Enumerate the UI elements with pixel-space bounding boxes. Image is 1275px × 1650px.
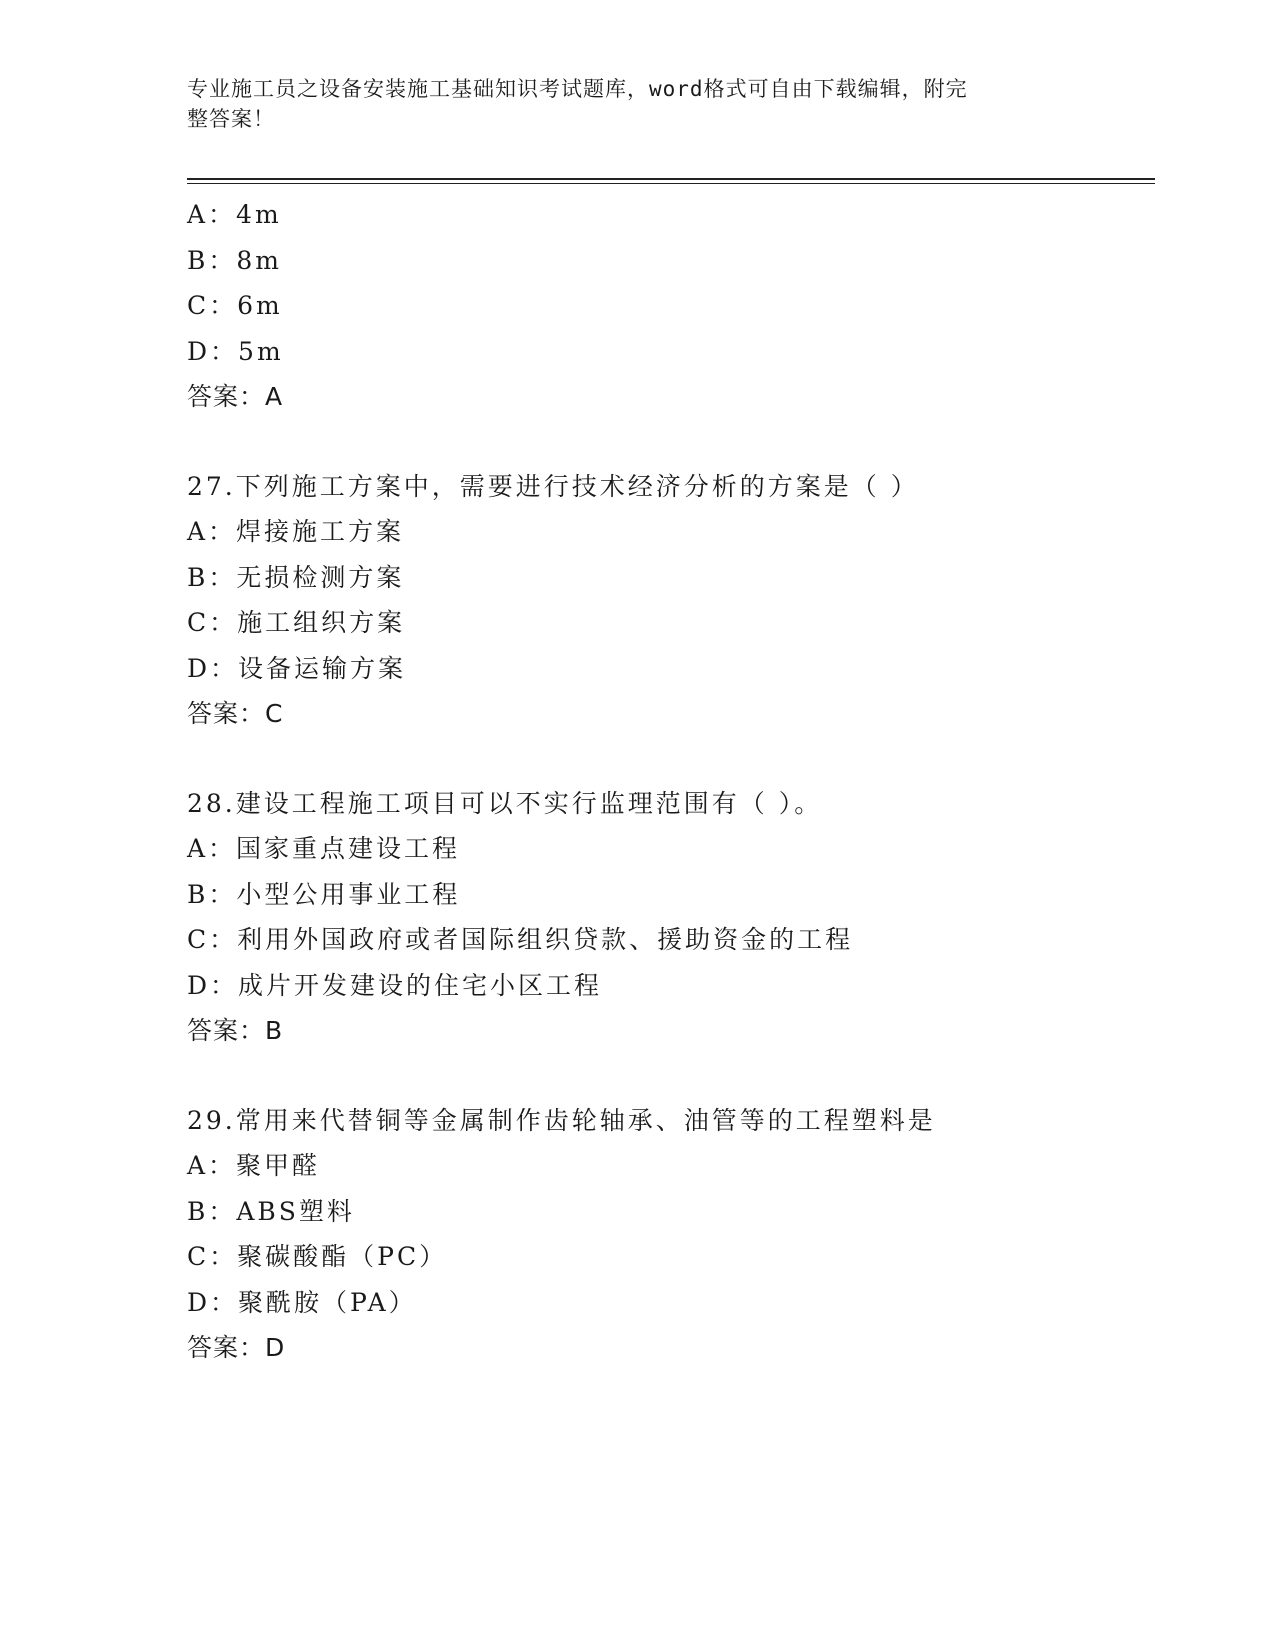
option-d: D：设备运输方案	[187, 653, 407, 683]
question-stem: 27.下列施工方案中，需要进行技术经济分析的方案是（ ）	[187, 471, 919, 501]
option-c: C：利用外国政府或者国际组织贷款、援助资金的工程	[187, 925, 854, 954]
answer: 答案：D	[187, 1333, 286, 1362]
question-list	[187, 192, 1155, 1371]
spacer	[187, 1054, 1155, 1098]
question-27	[187, 464, 1155, 737]
question-26-continued	[187, 192, 1155, 420]
option-a: A：焊接施工方案	[187, 517, 405, 546]
option-b: B：ABS塑料	[187, 1196, 355, 1226]
page-header	[187, 74, 1067, 134]
question-29	[187, 1098, 1155, 1371]
option-d: D：聚酰胺（PA）	[187, 1287, 417, 1317]
answer: 答案：B	[187, 1016, 284, 1045]
answer: 答案：C	[187, 699, 284, 728]
option-d: D：成片开发建设的住宅小区工程	[187, 970, 603, 1000]
option-b: B：小型公用事业工程	[187, 879, 461, 909]
question-stem: 28.建设工程施工项目可以不实行监理范围有（ ）。	[187, 788, 823, 818]
option-a: A：聚甲醛	[187, 1151, 321, 1180]
option-c: C：施工组织方案	[187, 608, 406, 637]
option-d: D：5m	[187, 336, 284, 366]
spacer	[187, 420, 1155, 464]
header-line-2: 整答案！	[187, 107, 275, 131]
answer: 答案：A	[187, 382, 284, 411]
option-c: C：聚碳酸酯（PC）	[187, 1242, 448, 1271]
question-28	[187, 781, 1155, 1054]
header-line-1: 专业施工员之设备安装施工基础知识考试题库，word格式可自由下载编辑，附完	[187, 77, 968, 101]
option-b: B：8m	[187, 245, 282, 275]
option-b: B：无损检测方案	[187, 562, 405, 592]
option-a: A：4m	[187, 200, 282, 229]
option-c: C：6m	[187, 291, 283, 320]
spacer	[187, 737, 1155, 781]
question-stem: 29.常用来代替铜等金属制作齿轮轴承、油管等的工程塑料是	[187, 1105, 936, 1135]
option-a: A：国家重点建设工程	[187, 834, 461, 863]
header-divider	[187, 178, 1155, 180]
